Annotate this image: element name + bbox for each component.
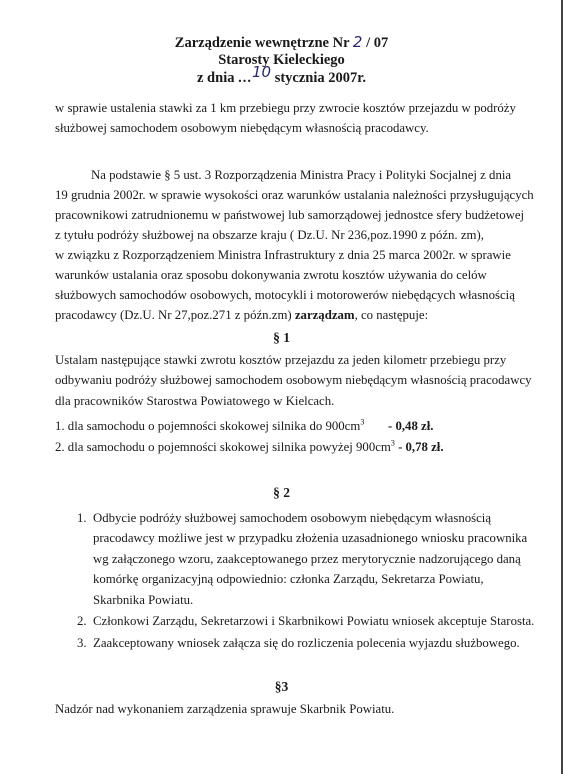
preamble-line: z tytułu podróży służbowej na obszarze kraju ( Dz.U. Nr 236,poz.1990 z późn. zm), [55,228,484,242]
date-suffix: stycznia 2007r. [274,70,366,86]
item-3-text: Zaakceptowany wniosek załącza się do rozliczenia polecenia wyjazdu służbowego. [93,636,520,650]
title-line-3 [0,63,563,87]
subject-line: w sprawie ustalenia stawki za 1 km przebiegu przy zwrocie kosztów przejazdu w podróży [55,101,516,115]
title-line-1 [0,34,563,52]
preamble-line: Na podstawie § 5 ust. 3 Rozporządzenia Ministra Pracy i Polityki Socjalnej z dnia [91,168,512,182]
rate-item-1 [55,418,364,434]
date-prefix: z dnia [197,70,235,86]
item-1-number: 1. [77,511,87,525]
rate-2-text: 2. dla samochodu o pojemności skokowej silnika powyżej 900cm [55,440,391,454]
preamble-last-prefix: pracodawcy (Dz.U. Nr 27,poz.271 z późn.zm) [55,308,292,322]
preamble-line: warunków ustalania oraz sposobu dokonywania zwrotu kosztów używania do celów [55,268,487,282]
decree-keyword: zarządzam [294,308,355,322]
preamble-last-suffix: , co następuje: [354,308,429,322]
title-line-2: Starosty Kieleckiego [218,52,345,68]
section-1-line: Ustalam następujące stawki zwrotu kosztów przejazdu za jeden kilometr przebiegu przy [55,353,507,367]
item-1-line: pracodawcy możliwe jest w przypadku złożenia uzasadnionego wniosku pracownika [93,531,528,545]
rate-2-value: - 0,78 zł. [394,440,444,454]
date-dots: ... [238,70,252,86]
subject-line: służbowej samochodem osobowym niebędącym własnością pracodawcy. [55,121,429,135]
section-2-heading: § 2 [273,485,290,500]
item-3-number: 3. [77,636,87,650]
preamble-last-line [55,307,428,323]
item-2-text: Członkowi Zarządu, Sekretarzowi i Skarbnikowi Powiatu wniosek akceptuje Starosta. [93,614,535,628]
section-3-heading: §3 [274,679,289,694]
section-1-heading: § 1 [273,330,290,345]
item-1-line: komórkę organizacyjną odpowiednio: członka Zarządu, Sekretarza Powiatu, [93,572,484,586]
section-1-line: dla pracowników Starostwa Powiatowego w Kielcach. [55,394,335,408]
item-1-line: Skarbnika Powiatu. [93,593,194,607]
title-prefix: Zarządzenie wewnętrzne Nr [174,35,350,51]
preamble-line: służbowych samochodów osobowych, motocykli i motorowerów niebędących własnością [55,288,515,302]
document-title [0,34,563,87]
handwritten-day: 10 [251,63,272,81]
rate-1-text: 1. dla samochodu o pojemności skokowej silnika do 900cm [55,419,361,433]
preamble-line: 19 grudnia 2002r. w sprawie wysokości oraz warunków ustalania należności przysługujących [55,188,534,202]
preamble-line: pracownikowi zatrudnionemu w państwowej lub samorządowej jednostce sfery budżetowej [55,208,525,222]
preamble-line: w związku z Rozporządzeniem Ministra Infrastruktury z dnia 25 marca 2002r. w sprawie [55,248,511,262]
title-suffix: / 07 [366,35,389,51]
rate-1-value: - 0,48 zł. [388,419,434,433]
rate-2-superscript: 3 [390,438,395,448]
item-2-number: 2. [77,614,87,628]
handwritten-number: 2 [352,33,363,51]
item-1-line: Odbycie podróży służbowej samochodem osobowym niebędącym własnością [93,511,492,525]
item-1-line: wg załączonego wzoru, zaakceptowanego przez merytorycznie nadzorującego daną [93,552,521,566]
section-3-text: Nadzór nad wykonaniem zarządzenia sprawuje Skarbnik Powiatu. [55,702,395,716]
section-1-line: odbywaniu podróży służbowej samochodem osobowym niebędącym własnością pracodawcy [55,373,532,387]
rate-1-superscript: 3 [360,417,365,427]
rate-item-2 [55,439,444,455]
